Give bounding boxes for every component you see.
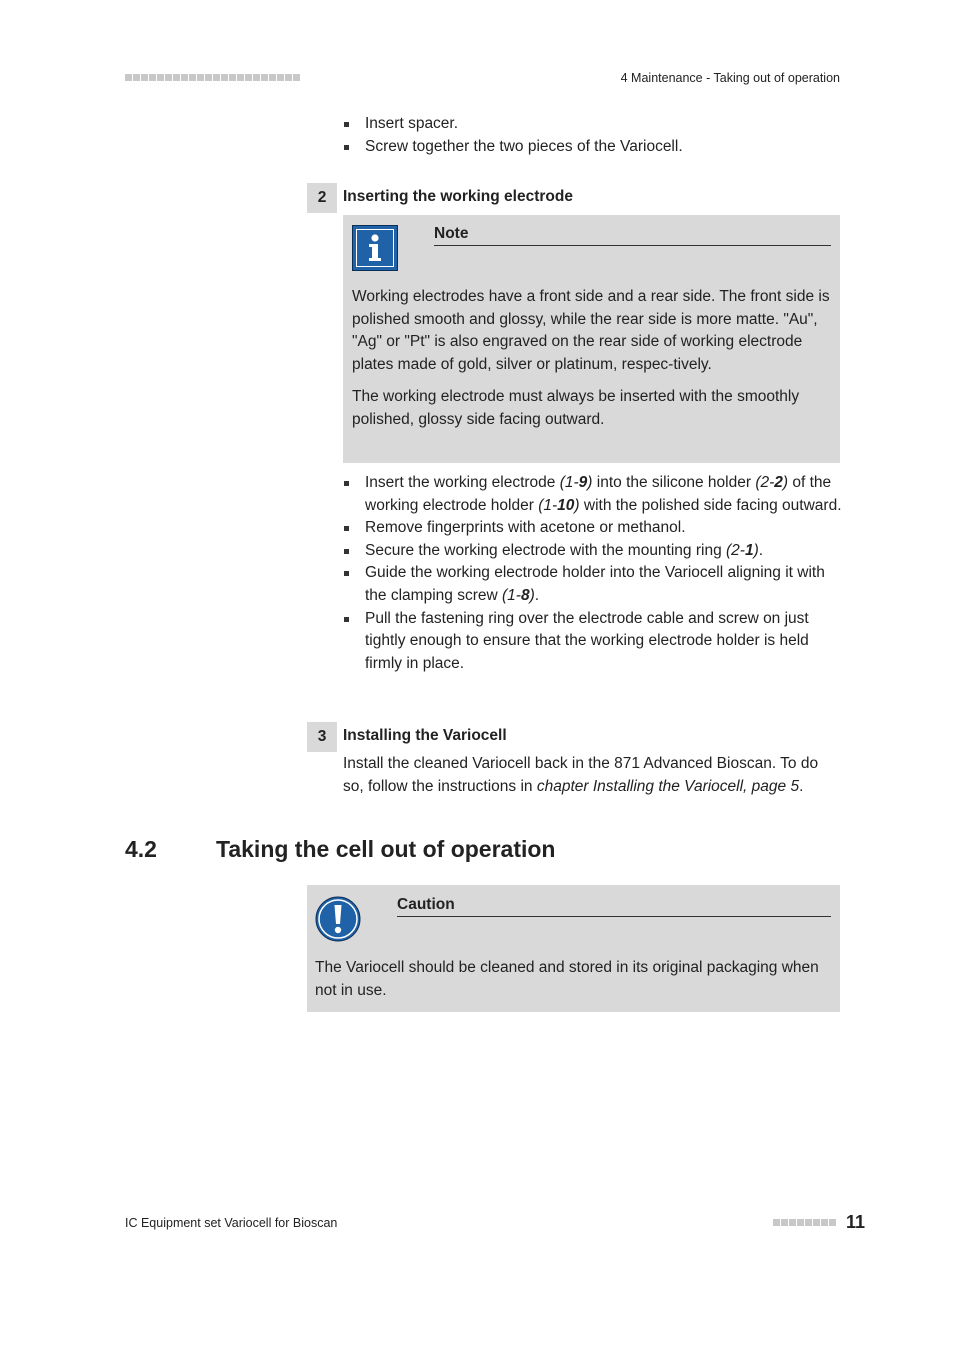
list-item: Insert spacer.	[343, 113, 843, 136]
section-number: 4.2	[125, 836, 157, 862]
footer-decoration	[773, 1219, 836, 1226]
note-paragraph: Working electrodes have a front side and a rear side. The front side is polished smooth and glossy, while the rear side is more matte. "Au", "Ag" or "Pt" is also engraved on the rear side of working electrode plates made of gold, silver or platinum, respec-tively.	[352, 288, 830, 373]
top-bullet-list	[343, 113, 843, 158]
caution-text: The Variocell should be cleaned and stored in its original packaging when not in use.	[315, 959, 819, 999]
note-body	[352, 286, 832, 432]
note-title: Note	[434, 225, 831, 246]
step3-text: Install the cleaned Variocell back in the 871 Advanced Bioscan. To do so, follow the instructions in chapter Installing the Variocell, page 5.	[343, 755, 819, 795]
running-header: 4 Maintenance - Taking out of operation	[620, 71, 840, 85]
caution-title: Caution	[397, 896, 831, 917]
step2-bullet-list	[343, 472, 843, 675]
list-item: Secure the working electrode with the mounting ring (2-1).	[343, 540, 843, 563]
footer-title: IC Equipment set Variocell for Bioscan	[125, 1216, 338, 1230]
note-paragraph: The working electrode must always be inserted with the smoothly polished, glossy side facing outward.	[352, 388, 800, 428]
list-item: Remove fingerprints with acetone or methanol.	[343, 517, 843, 540]
chapter-link[interactable]: chapter Installing the Variocell, page 5	[536, 777, 800, 795]
info-icon	[352, 225, 398, 271]
page-number: 11	[846, 1212, 866, 1232]
header-decoration	[125, 74, 300, 81]
list-item: Insert the working electrode (1-9) into the silicone holder (2-2) of the working electrode holder (1-10) with the polished side facing outward.	[343, 472, 843, 517]
step-title: Installing the Variocell	[343, 727, 507, 744]
step-number: 2	[307, 183, 337, 213]
step-number: 3	[307, 722, 337, 752]
section-title: Taking the cell out of operation	[216, 836, 556, 862]
step-title: Inserting the working electrode	[343, 188, 573, 205]
list-item: Guide the working electrode holder into the Variocell aligning it with the clamping screw (1-8).	[343, 562, 843, 607]
exclamation-icon	[315, 896, 361, 942]
list-item: Pull the fastening ring over the electrode cable and screw on just tightly enough to ensure that the working electrode holder is held firmly in place.	[343, 608, 843, 676]
list-item: Screw together the two pieces of the Variocell.	[343, 136, 843, 159]
